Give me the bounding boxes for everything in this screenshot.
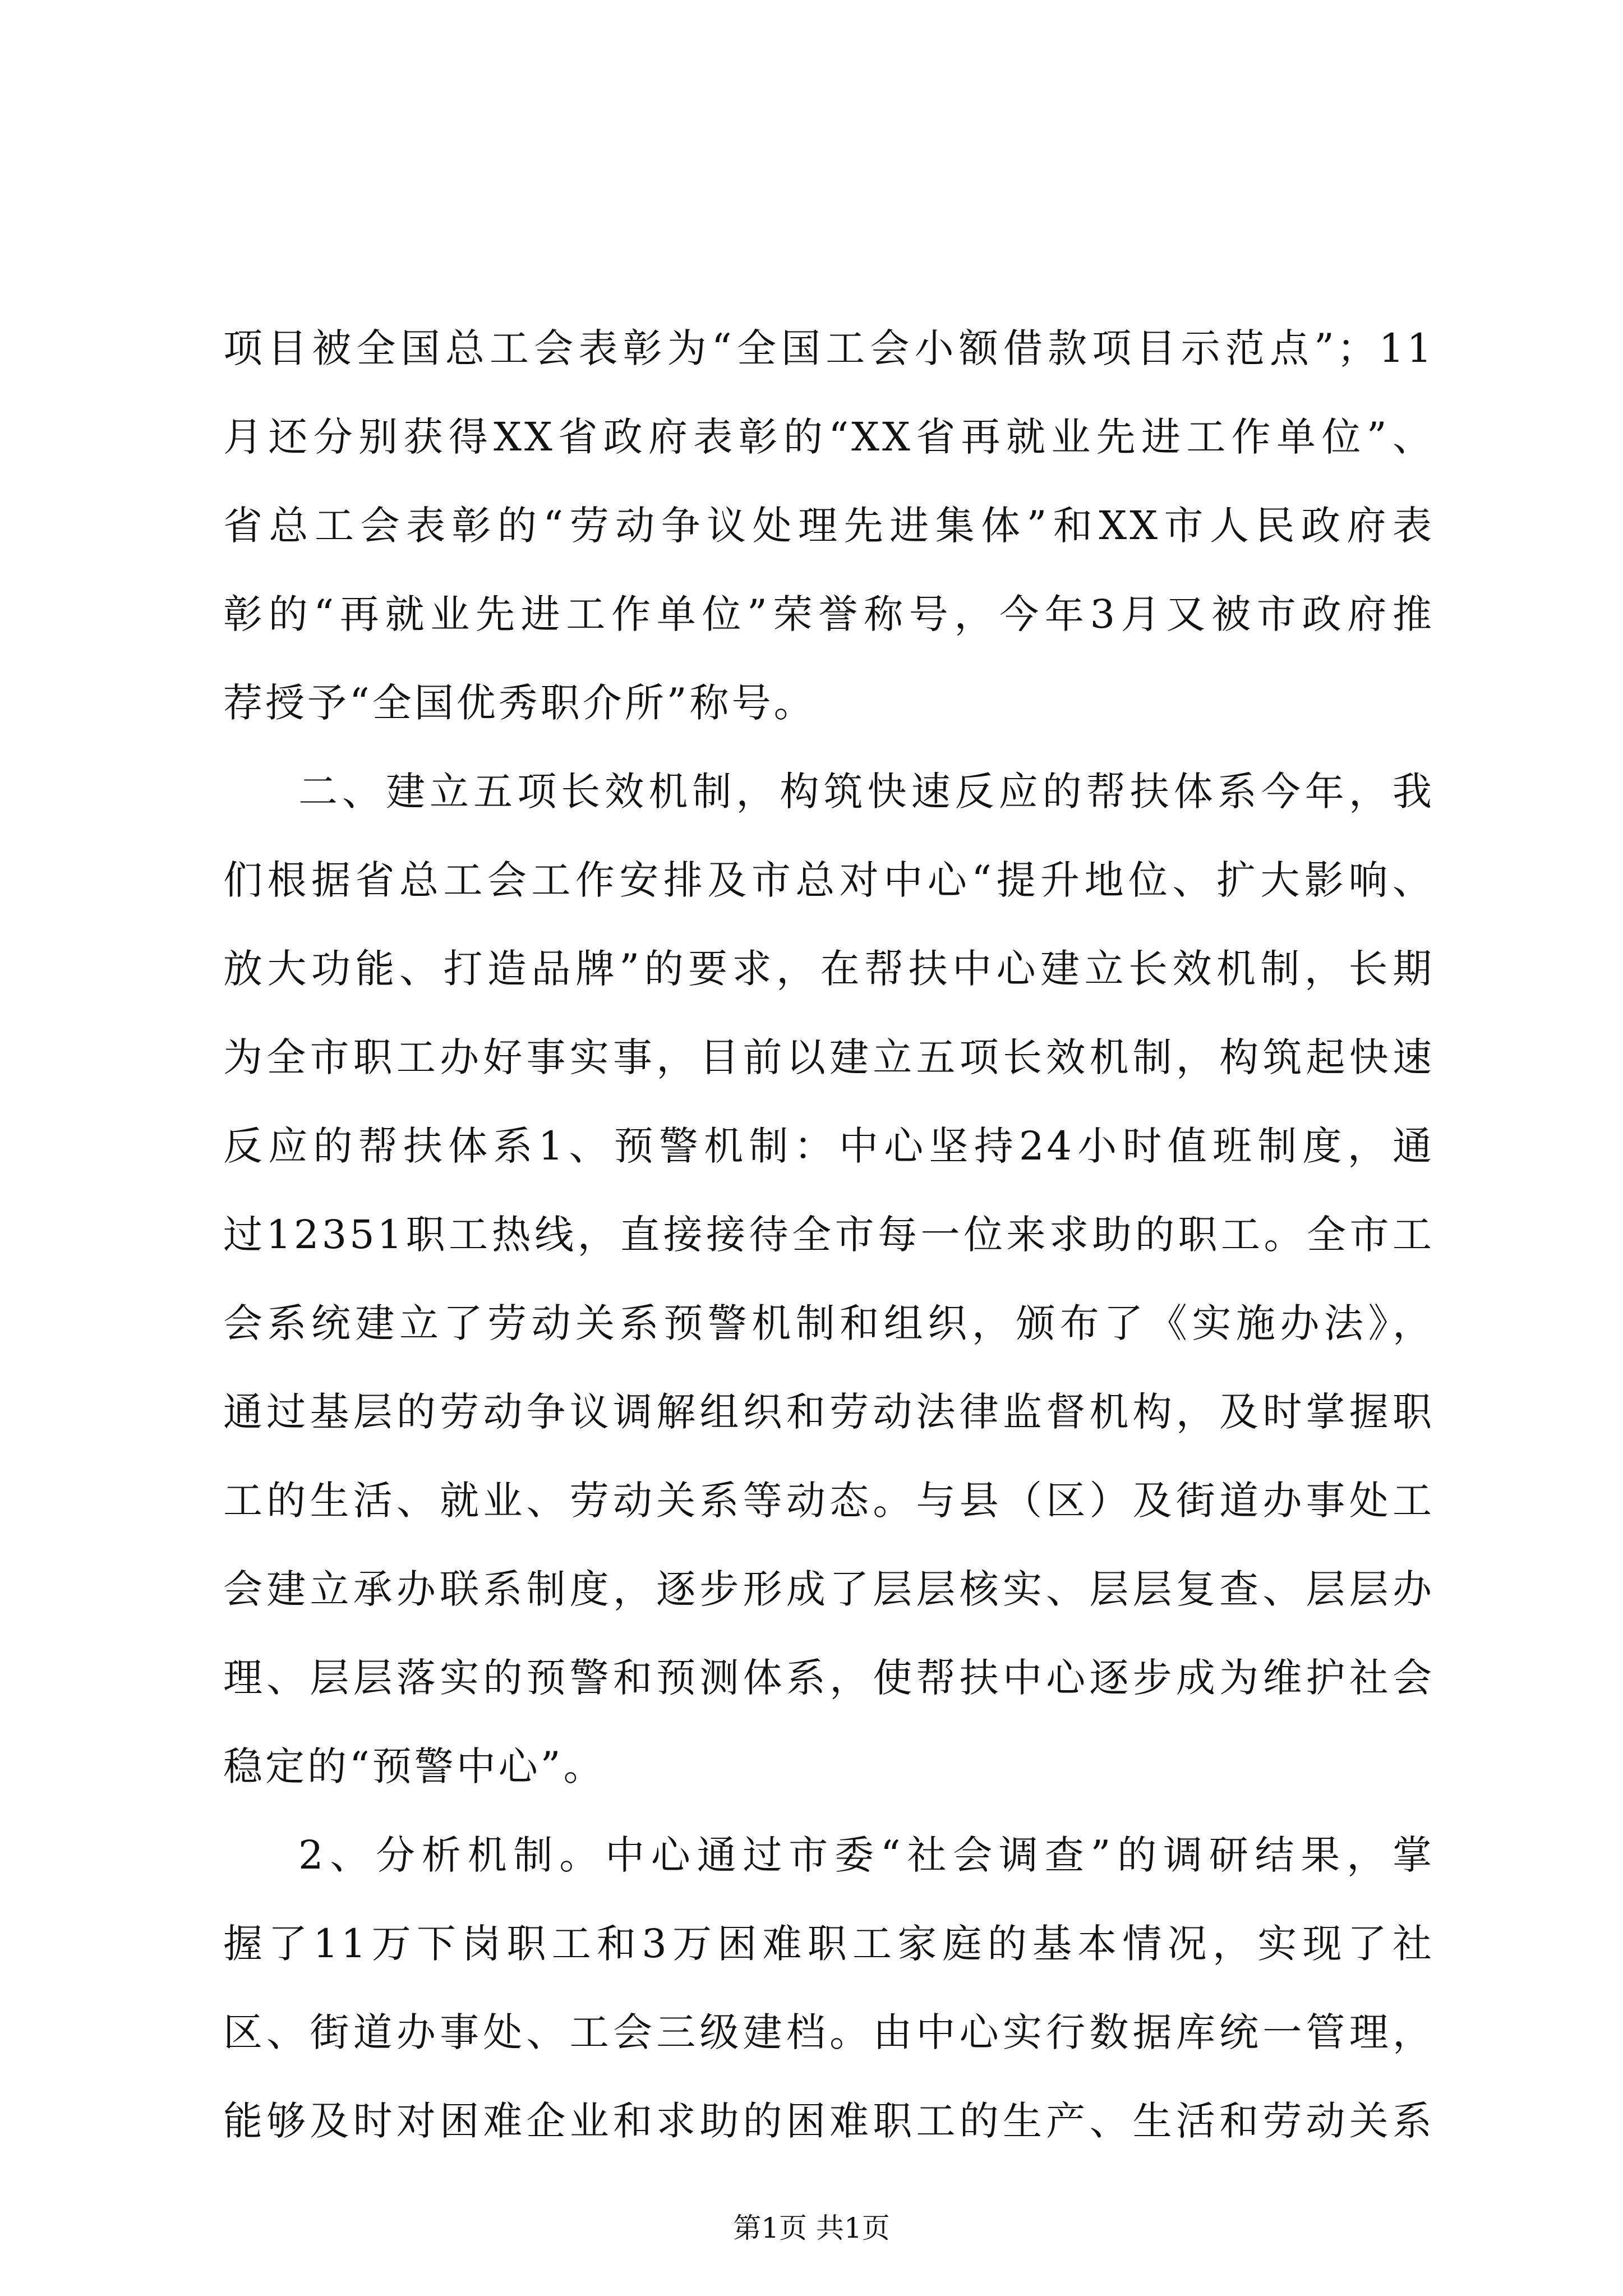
text-line-20: 区、街道办事处、工会三级建档。由中心实行数据库统一管理， (223, 2009, 1435, 2055)
text-line-21: 能够及时对困难企业和求助的困难职工的生产、生活和劳动关系 (223, 2098, 1435, 2144)
text-line-11: 过12351职工热线，直接接待全市每一位来求助的职工。全市工 (223, 1212, 1435, 1258)
text-line-10: 反应的帮扶体系1、预警机制：中心坚持24小时值班制度，通 (223, 1123, 1435, 1169)
text-line-7: 们根据省总工会工作安排及市总对中心“提升地位、扩大影响、 (223, 857, 1435, 903)
text-line-2: 月还分别获得XX省政府表彰的“XX省再就业先进工作单位”、 (223, 414, 1435, 460)
text-line-3: 省总工会表彰的“劳动争议处理先进集体”和XX市人民政府表 (223, 503, 1435, 549)
text-line-12: 会系统建立了劳动关系预警机制和组织，颁布了《实施办法》， (223, 1300, 1435, 1346)
text-line-1: 项目被全国总工会表彰为“全国工会小额借款项目示范点”；11 (223, 325, 1435, 371)
paragraph-2-first-line: 二、建立五项长效机制，构筑快速反应的帮扶体系今年，我 (298, 769, 1435, 815)
text-line-9: 为全市职工办好事实事，目前以建立五项长效机制，构筑起快速 (223, 1034, 1435, 1080)
text-line-13: 通过基层的劳动争议调解组织和劳动法律监督机构，及时掌握职 (223, 1389, 1435, 1435)
text-line-16: 理、层层落实的预警和预测体系，使帮扶中心逐步成为维护社会 (223, 1655, 1435, 1701)
text-line-5: 荐授予“全国优秀职介所”称号。 (223, 680, 816, 726)
page-number-footer: 第1页 共1页 (733, 2212, 890, 2244)
paragraph-3-first-line: 2、分析机制。中心通过市委“社会调查”的调研结果，掌 (298, 1832, 1435, 1878)
text-line-19: 握了11万下岗职工和3万困难职工家庭的基本情况，实现了社 (223, 1921, 1435, 1967)
text-line-14: 工的生活、就业、劳动关系等动态。与县（区）及街道办事处工 (223, 1478, 1435, 1524)
text-line-15: 会建立承办联系制度，逐步形成了层层核实、层层复查、层层办 (223, 1566, 1435, 1612)
text-line-17: 稳定的“预警中心”。 (223, 1743, 606, 1789)
text-line-8: 放大功能、打造品牌”的要求，在帮扶中心建立长效机制，长期 (223, 946, 1435, 992)
text-line-4: 彰的“再就业先进工作单位”荣誉称号，今年3月又被市政府推 (223, 591, 1435, 637)
